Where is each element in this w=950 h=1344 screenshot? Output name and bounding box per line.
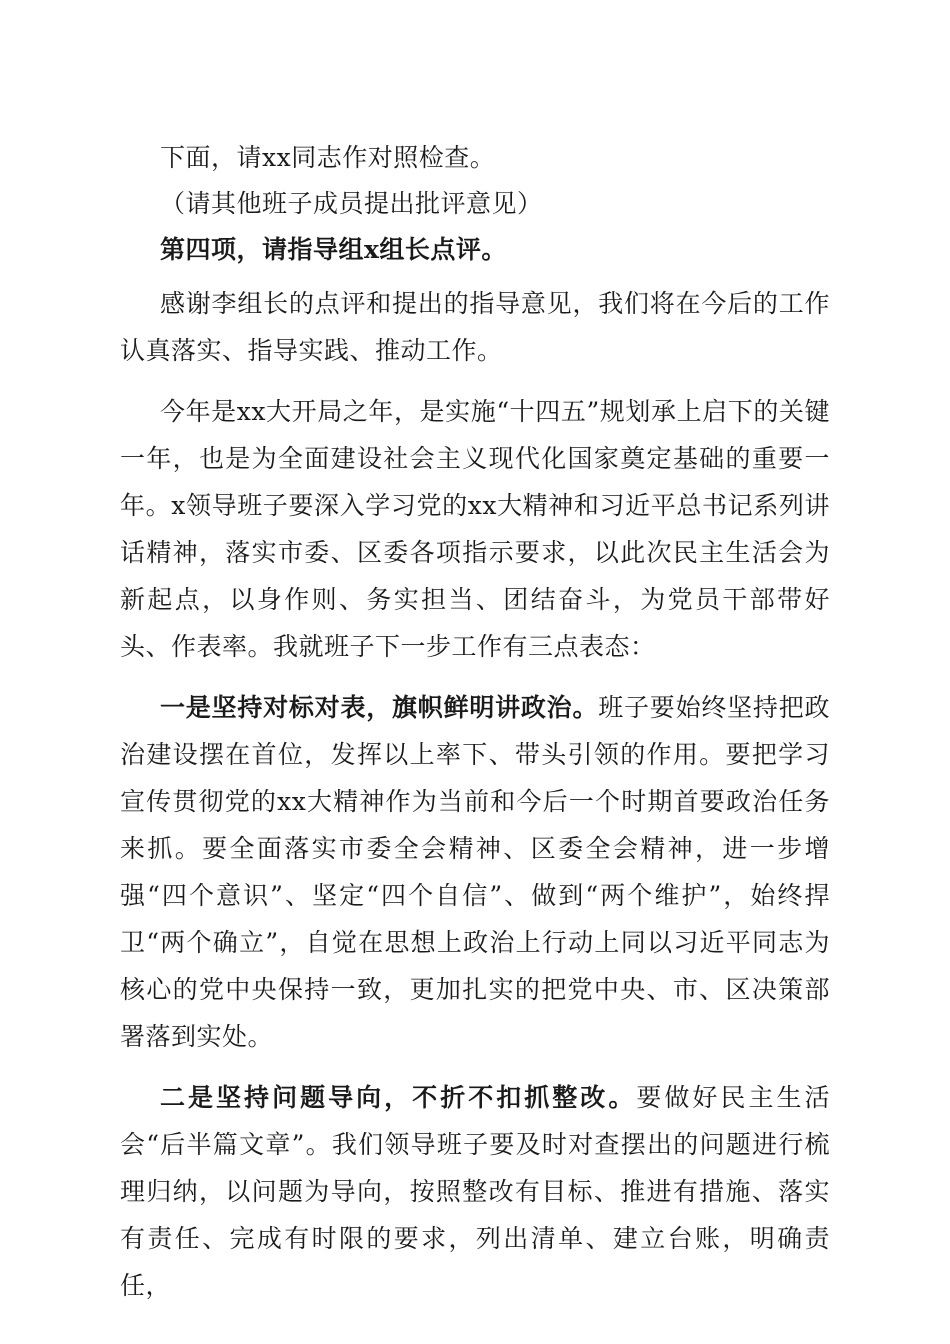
paragraph-7-text: 要做好民主生活会“后半篇文章”。我们领导班子要及时对查摆出的问题进行梳理归纳，以问题为导向，按照整改有目标、推进有措施、落实有责任、完成有时限的要求，列出清单、建立台账，明确责任， [120,1083,830,1300]
document-body [120,138,830,1309]
paragraph-7 [120,1074,830,1309]
paragraph-4 [120,280,830,374]
paragraph-2 [120,184,830,224]
paragraph-5 [120,388,830,670]
paragraph-3-heading: 第四项，请指导组x组长点评。 [160,235,507,264]
paragraph-1-text: 下面，请xx同志作对照检查。 [160,143,496,172]
paragraph-5-text: 今年是xx大开局之年，是实施“十四五”规划承上启下的关键一年，也是为全面建设社会主义现代化国家奠定基础的重要一年。x领导班子要深入学习党的xx大精神和习近平总书记系列讲话精神，落实市委、区委各项指示要求，以此次民主生活会为新起点，以身作则、务实担当、团结奋斗，为党员干部带好头、作表率。我就班子下一步工作有三点表态： [120,397,830,661]
paragraph-2-text: （请其他班子成员提出批评意见） [160,189,543,218]
paragraph-6 [120,684,830,1060]
paragraph-6-text: 班子要始终坚持把政治建设摆在首位，发挥以上率下、带头引领的作用。要把学习宣传贯彻党的xx大精神作为当前和今后一个时期首要政治任务来抓。要全面落实市委全会精神、区委全会精神，进一步增强“四个意识”、坚定“四个自信”、做到“两个维护”，始终捍卫“两个确立”，自觉在思想上政治上行动上同以习近平同志为核心的党中央保持一致，更加扎实的把党中央、市、区决策部署落到实处。 [120,693,830,1051]
paragraph-3 [120,230,830,270]
paragraph-6-heading: 一是坚持对标对表，旗帜鲜明讲政治。 [160,693,599,722]
paragraph-1 [120,138,830,178]
paragraph-7-heading: 二是坚持问题导向，不折不扣抓整改。 [160,1083,637,1112]
paragraph-4-text: 感谢李组长的点评和提出的指导意见，我们将在今后的工作认真落实、指导实践、推动工作。 [120,289,830,365]
